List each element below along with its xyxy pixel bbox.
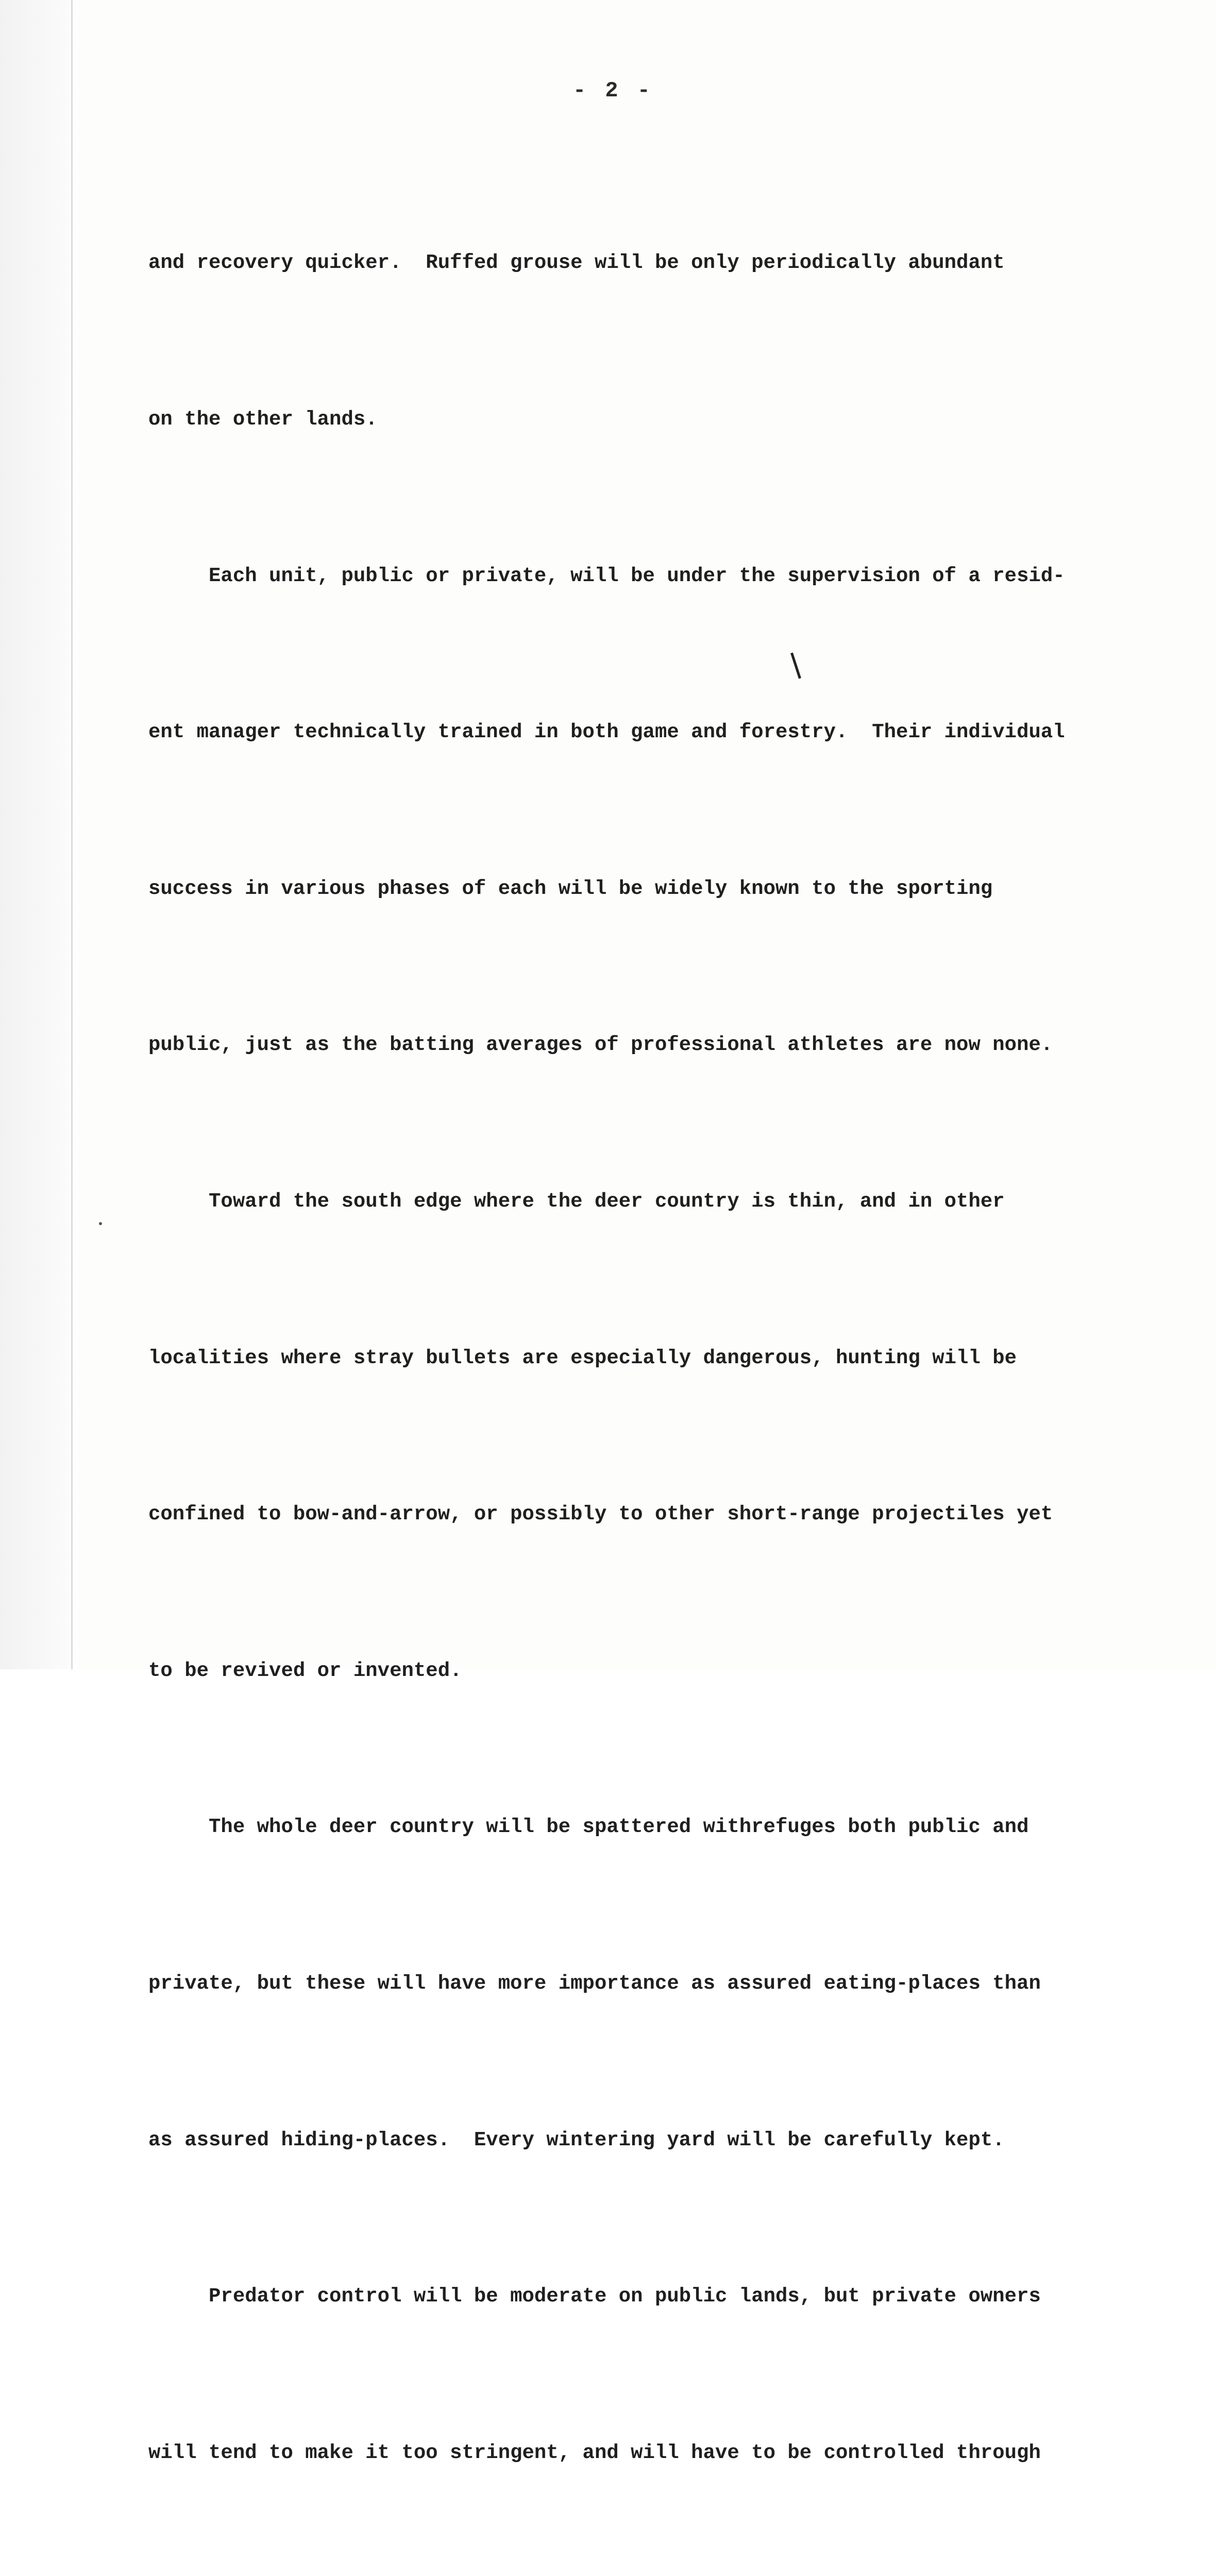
text-line: Toward the south edge where the deer country is thin, and in other [148, 1190, 1005, 1213]
text-line: on the other lands. [148, 408, 378, 431]
text-line: as assured hiding-places. Every wintering yard will be carefully kept. [148, 2128, 1005, 2151]
text-line: will tend to make it too stringent, and will have to be controlled through [148, 2441, 1041, 2464]
text-line: and recovery quicker. Ruffed grouse will be only periodically abundant [148, 251, 1005, 275]
text-line: private, but these will have more importance as assured eating-places than [148, 1972, 1041, 1995]
text-line: Predator control will be moderate on public lands, but private owners [148, 2285, 1041, 2308]
text-line: localities where stray bullets are especially dangerous, hunting will be [148, 1346, 1017, 1369]
text-line: public, just as the batting averages of professional athletes are now none. [148, 1033, 1053, 1057]
text-line: to be revived or invented. [148, 1659, 462, 1682]
page-number: - 2 - [572, 78, 654, 103]
text-line: success in various phases of each will be widely known to the sporting [148, 877, 993, 900]
page-fold-edge [71, 0, 73, 1669]
text-line: ent manager technically trained in both game and forestry. Their individual [148, 721, 1065, 744]
text-line: The whole deer country will be spattered withrefuges both public and [148, 1816, 1029, 1839]
ink-speck [99, 1222, 102, 1225]
page-binding-margin [0, 0, 77, 1669]
typescript-body [148, 133, 1179, 2576]
text-line: Each unit, public or private, will be under the supervision of a resid- [148, 564, 1065, 587]
text-line: confined to bow-and-arrow, or possibly to other short-range projectiles yet [148, 1503, 1053, 1526]
